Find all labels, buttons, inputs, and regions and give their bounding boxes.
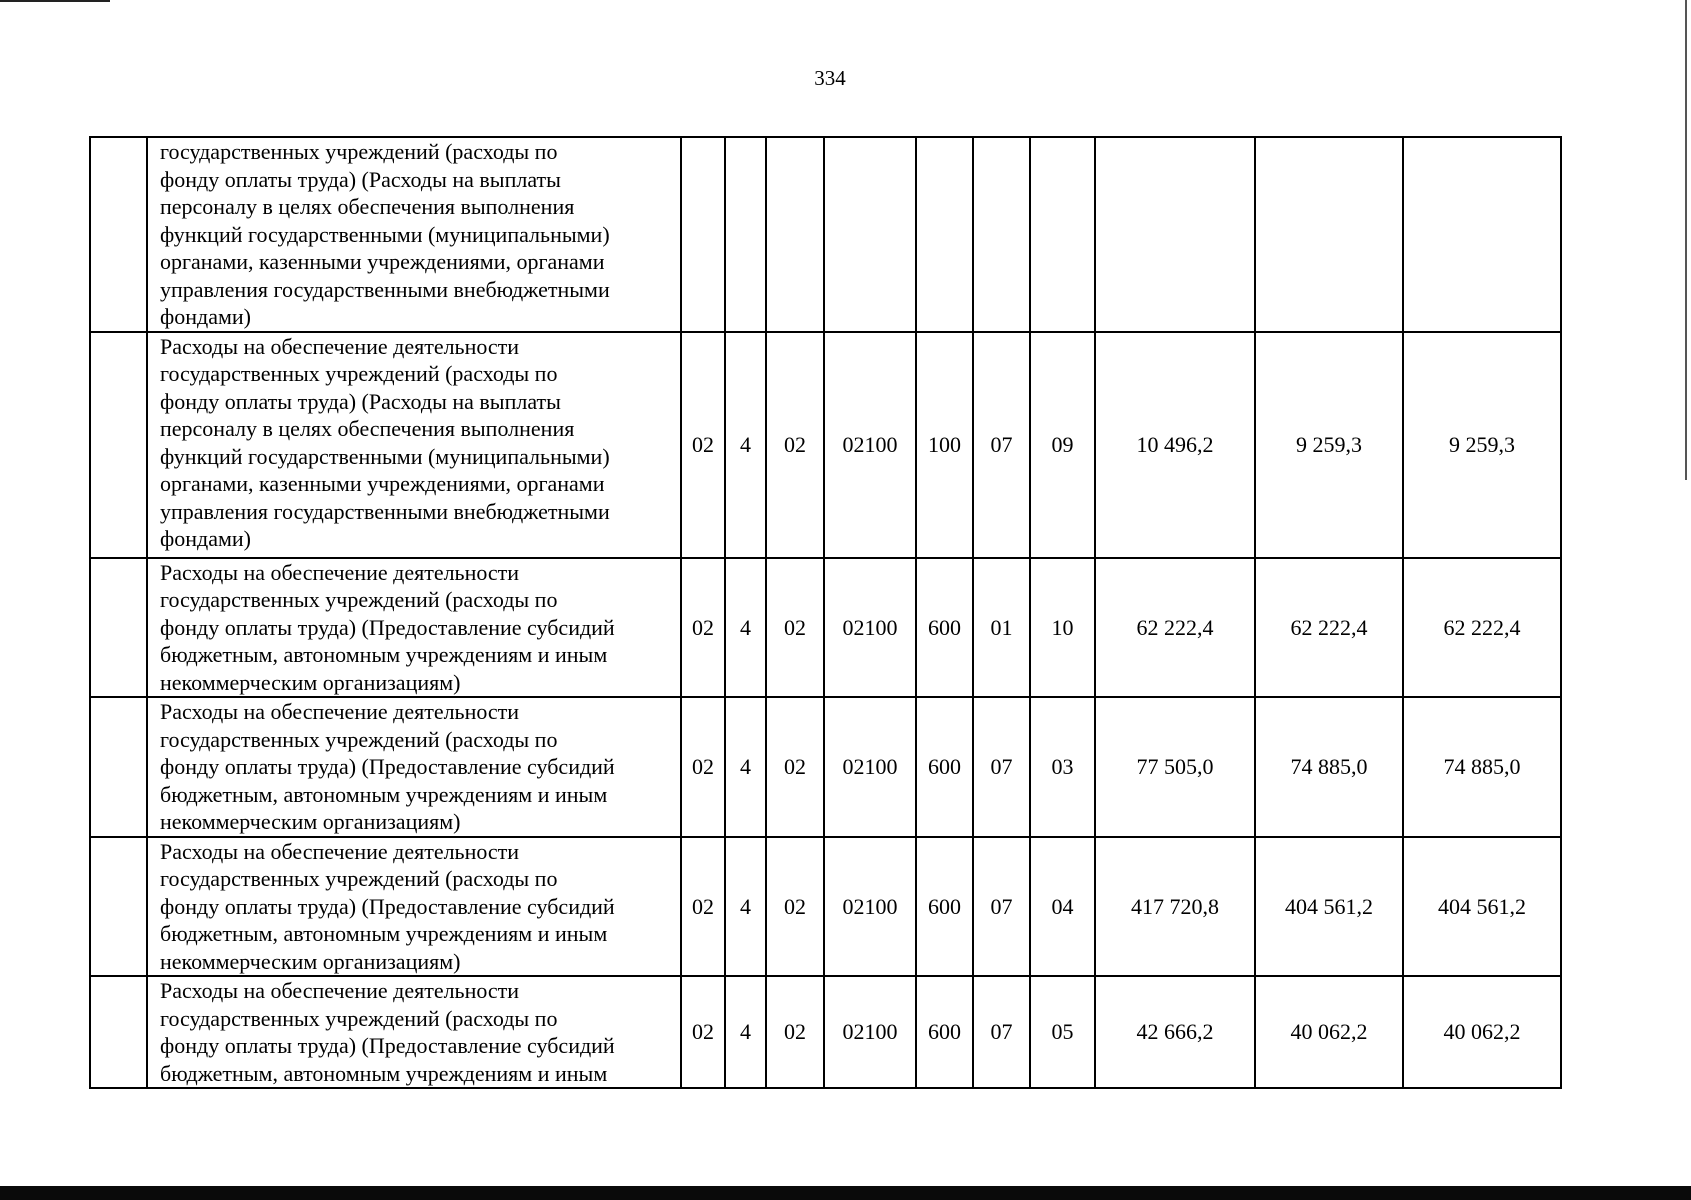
row-number-cell — [90, 137, 147, 332]
description-line: государственных учреждений (расходы по — [160, 1005, 558, 1031]
code-cell: 07 — [973, 837, 1030, 977]
code-cell — [725, 137, 766, 332]
code-cell: 4 — [725, 976, 766, 1088]
code-cell: 02 — [766, 697, 824, 837]
description-cell — [147, 558, 681, 698]
code-cell: 05 — [1030, 976, 1095, 1088]
amount-cell: 9 259,3 — [1403, 332, 1561, 558]
code-cell: 02 — [766, 558, 824, 698]
code-cell: 600 — [916, 558, 973, 698]
amount-cell: 62 222,4 — [1255, 558, 1403, 698]
table-row — [90, 837, 1561, 977]
description-line: Расходы на обеспечение деятельности — [160, 978, 520, 1003]
code-cell: 03 — [1030, 697, 1095, 837]
code-cell: 02 — [766, 976, 824, 1088]
code-cell: 02 — [681, 332, 725, 558]
description-line: фонду оплаты труда) (Расходы на выплаты — [160, 388, 561, 414]
description-line: Расходы на обеспечение деятельности — [160, 559, 520, 585]
code-cell: 02100 — [824, 697, 916, 837]
amount-cell: 74 885,0 — [1255, 697, 1403, 837]
code-cell: 02 — [766, 837, 824, 977]
description-line: Расходы на обеспечение деятельности — [160, 333, 520, 359]
amount-cell: 404 561,2 — [1255, 837, 1403, 977]
code-cell: 600 — [916, 837, 973, 977]
description-line: органами, казенными учреждениями, органами — [160, 471, 605, 496]
table-row — [90, 332, 1561, 558]
code-cell: 04 — [1030, 837, 1095, 977]
code-cell: 4 — [725, 697, 766, 837]
code-cell: 600 — [916, 697, 973, 837]
table-row — [90, 976, 1561, 1088]
code-cell: 10 — [1030, 558, 1095, 698]
description-line: управления государственными внебюджетными — [160, 498, 610, 524]
code-cell: 100 — [916, 332, 973, 558]
scan-edge-line — [1685, 0, 1687, 480]
amount-cell: 77 505,0 — [1095, 697, 1255, 837]
code-cell: 02100 — [824, 558, 916, 698]
description-line: функций государственными (муниципальными) — [160, 221, 610, 247]
scan-bottom-bar — [0, 1186, 1691, 1200]
description-line: фонду оплаты труда) (Расходы на выплаты — [160, 166, 561, 192]
description-line: фонду оплаты труда) (Предоставление субсидий — [160, 893, 615, 919]
code-cell — [824, 137, 916, 332]
description-line: функций государственными (муниципальными) — [160, 443, 610, 469]
amount-cell — [1095, 137, 1255, 332]
amount-cell: 62 222,4 — [1095, 558, 1255, 698]
table-row — [90, 558, 1561, 698]
description-line: бюджетным, автономным учреждениям и иным — [160, 921, 608, 946]
description-line: персоналу в целях обеспечения выполнения — [160, 416, 575, 441]
amount-cell — [1255, 137, 1403, 332]
code-cell: 4 — [725, 837, 766, 977]
description-cell — [147, 837, 681, 977]
code-cell: 02 — [681, 558, 725, 698]
amount-cell: 10 496,2 — [1095, 332, 1255, 558]
description-line: государственных учреждений (расходы по — [160, 587, 558, 612]
description-cell — [147, 332, 681, 558]
page-number: 334 — [814, 66, 846, 90]
description-line: органами, казенными учреждениями, органами — [160, 249, 605, 274]
amount-cell: 40 062,2 — [1255, 976, 1403, 1088]
description-line: фондами) — [160, 526, 252, 551]
description-line: персоналу в целях обеспечения выполнения — [160, 194, 575, 219]
amount-cell: 40 062,2 — [1403, 976, 1561, 1088]
code-cell: 02100 — [824, 837, 916, 977]
description-cell — [147, 137, 681, 332]
scan-mark — [0, 0, 110, 2]
budget-table — [89, 136, 1562, 1089]
row-number-cell — [90, 332, 147, 558]
description-line: государственных учреждений (расходы по — [160, 866, 558, 891]
amount-cell: 417 720,8 — [1095, 837, 1255, 977]
amount-cell: 404 561,2 — [1403, 837, 1561, 977]
description-cell — [147, 976, 681, 1088]
code-cell — [973, 137, 1030, 332]
code-cell: 02100 — [824, 976, 916, 1088]
code-cell: 07 — [973, 332, 1030, 558]
code-cell: 02 — [681, 837, 725, 977]
code-cell: 600 — [916, 976, 973, 1088]
code-cell: 4 — [725, 558, 766, 698]
code-cell — [1030, 137, 1095, 332]
code-cell: 07 — [973, 976, 1030, 1088]
description-line: фонду оплаты труда) (Предоставление субсидий — [160, 754, 615, 779]
table-row — [90, 137, 1561, 332]
code-cell: 02100 — [824, 332, 916, 558]
description-cell — [147, 697, 681, 837]
description-line: государственных учреждений (расходы по — [160, 361, 558, 386]
table-body — [90, 137, 1561, 1088]
description-line: некоммерческим организациям) — [160, 948, 461, 974]
amount-cell: 9 259,3 — [1255, 332, 1403, 558]
description-line: Расходы на обеспечение деятельности — [160, 699, 520, 724]
amount-cell: 62 222,4 — [1403, 558, 1561, 698]
description-line: некоммерческим организациям) — [160, 669, 461, 695]
code-cell: 02 — [681, 976, 725, 1088]
description-line: бюджетным, автономным учреждениям и иным — [160, 781, 608, 807]
row-number-cell — [90, 558, 147, 698]
code-cell: 02 — [766, 332, 824, 558]
row-number-cell — [90, 837, 147, 977]
description-line: управления государственными внебюджетными — [160, 276, 610, 302]
description-line: бюджетным, автономным учреждениям и иным — [160, 642, 608, 667]
code-cell: 02 — [681, 697, 725, 837]
row-number-cell — [90, 976, 147, 1088]
description-line: фонду оплаты труда) (Предоставление субсидий — [160, 614, 615, 640]
amount-cell: 42 666,2 — [1095, 976, 1255, 1088]
code-cell — [681, 137, 725, 332]
description-line: Расходы на обеспечение деятельности — [160, 838, 520, 864]
code-cell: 09 — [1030, 332, 1095, 558]
code-cell: 01 — [973, 558, 1030, 698]
description-line: фонду оплаты труда) (Предоставление субсидий — [160, 1033, 615, 1058]
row-number-cell — [90, 697, 147, 837]
table-row — [90, 697, 1561, 837]
code-cell: 4 — [725, 332, 766, 558]
description-line: фондами) — [160, 304, 252, 329]
description-line: государственных учреждений (расходы по — [160, 139, 558, 164]
description-line: некоммерческим организациям) — [160, 809, 461, 834]
description-line: бюджетным, автономным учреждениям и иным — [160, 1060, 608, 1086]
description-line: государственных учреждений (расходы по — [160, 726, 558, 752]
code-cell — [766, 137, 824, 332]
amount-cell: 74 885,0 — [1403, 697, 1561, 837]
amount-cell — [1403, 137, 1561, 332]
code-cell: 07 — [973, 697, 1030, 837]
code-cell — [916, 137, 973, 332]
